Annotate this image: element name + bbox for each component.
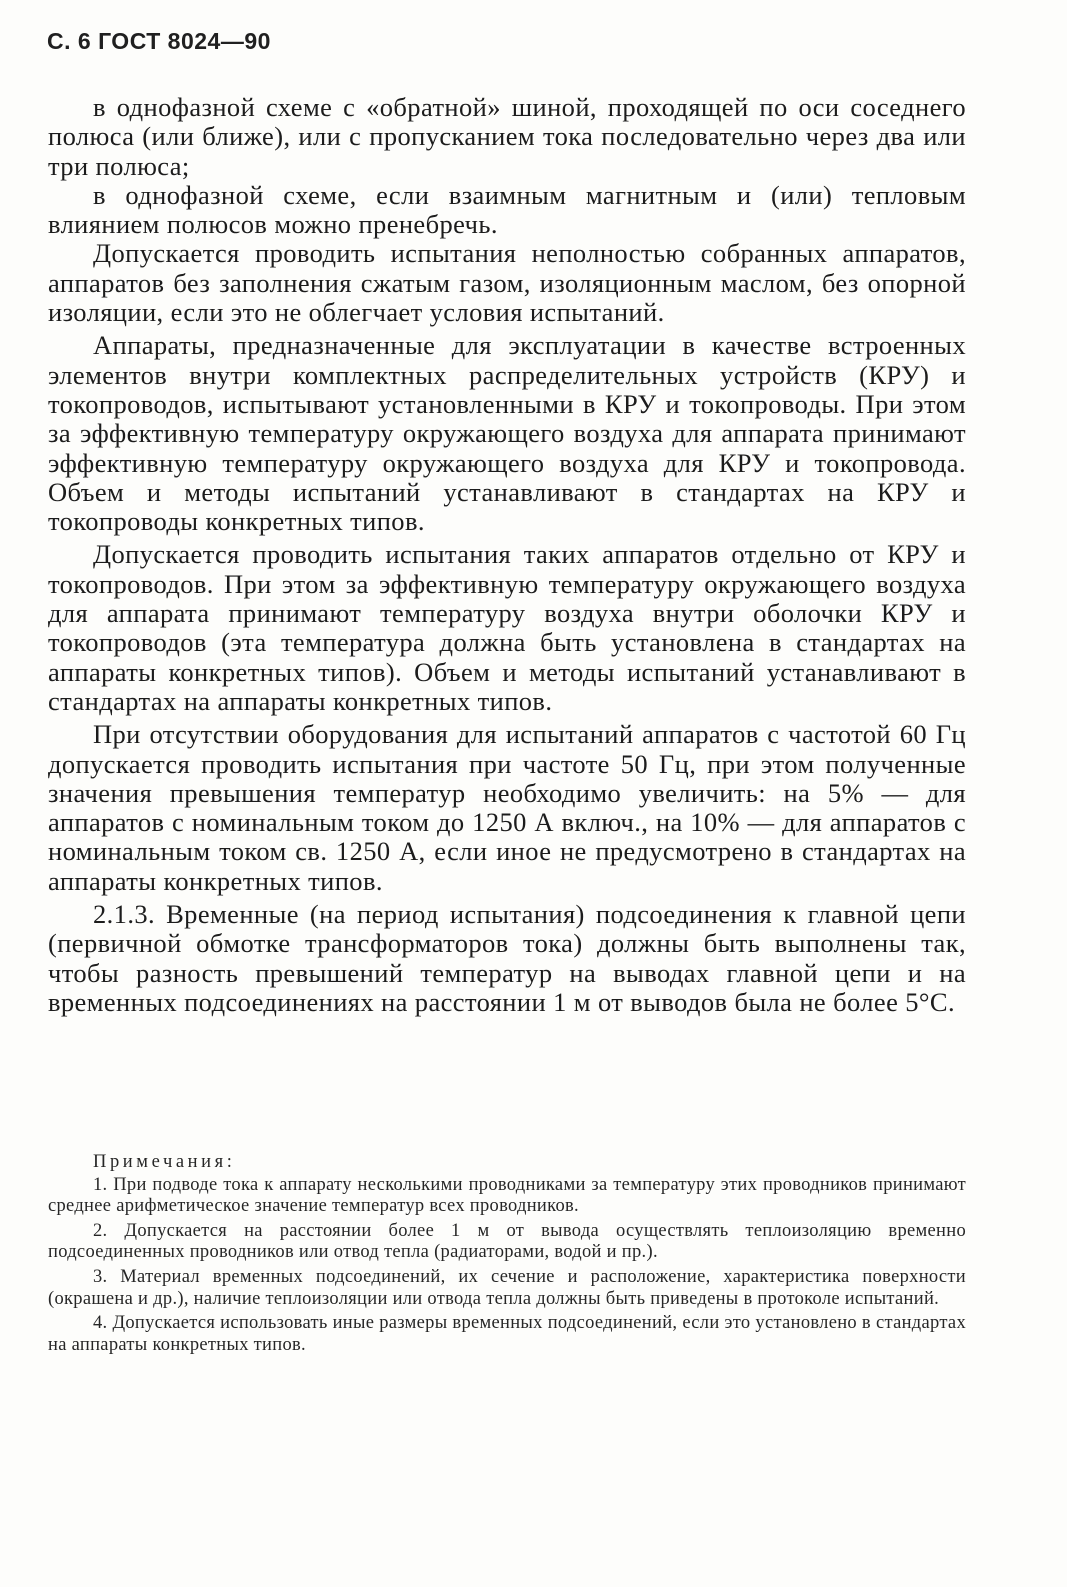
note-item: 2. Допускается на расстоянии более 1 м от вывода осуществлять теплоизоляцию временно подсоединенных проводников или отвод тепла (радиаторами, водой и пр.). xyxy=(48,1220,966,1263)
body-text xyxy=(48,93,966,1017)
paragraph: в однофазной схеме с «обратной» шиной, проходящей по оси соседнего полюса (или ближе), или с пропусканием тока последовательно через два или три полюса; xyxy=(48,92,966,181)
paragraph: в однофазной схеме, если взаимным магнитным и (или) тепловым влиянием полюсов можно пренебречь. xyxy=(48,179,966,240)
paragraph: При отсутствии оборудования для испытаний аппаратов с частотой 60 Гц допускается проводить испытания при частоте 50 Гц, при этом полученные значения превышения температур необходимо увеличить: на 5% — для аппаратов с номинальным током до 1250 А включ., на 10% — для аппаратов с номинальным током св. 1250 А, если иное не предусмотрено в стандартах на аппараты конкретных типов. xyxy=(48,719,966,896)
paragraph: Допускается проводить испытания неполностью собранных аппаратов, аппаратов без заполнения сжатым газом, изоляционным маслом, без опорной изоляции, если это не облегчает условия испытаний. xyxy=(48,238,966,328)
notes-section xyxy=(48,1152,966,1359)
page-header: С. 6 ГОСТ 8024—90 xyxy=(47,28,271,54)
paragraph: Аппараты, предназначенные для эксплуатации в качестве встроенных элементов внутри комплектных распределительных устройств (КРУ) и токопроводов, испытывают установленными в КРУ и токопроводы. При этом за эффективную температуру окружающего воздуха для аппарата принимают эффективную температуру окружающего воздуха для КРУ и токопровода. Объем и методы испытаний устанавливают в стандартах на КРУ и токопроводы конкретных типов. xyxy=(48,330,966,537)
paragraph: 2.1.3. Временные (на период испытания) подсоединения к главной цепи (первичной обмотке трансформаторов тока) должны быть выполнены так, чтобы разность превышений температур на выводах главной цепи и на временных подсоединениях на расстоянии 1 м от выводов была не более 5°С. xyxy=(48,899,966,1017)
note-item: 1. При подводе тока к аппарату несколькими проводниками за температуру этих проводников принимают среднее арифметическое значение температур всех проводников. xyxy=(48,1174,966,1217)
notes-title: Примечания: xyxy=(93,1152,236,1172)
paragraph: Допускается проводить испытания таких аппаратов отдельно от КРУ и токопроводов. При этом за эффективную температуру окружающего воздуха для аппарата принимают температуру воздуха внутри оболочки КРУ и токопроводов (эта температура должна быть установлена в стандартах на аппараты конкретных типов). Объем и методы испытаний устанавливают в стандартах на аппараты конкретных типов. xyxy=(48,539,966,716)
note-item: 4. Допускается использовать иные размеры временных подсоединений, если это установлено в стандартах на аппараты конкретных типов. xyxy=(48,1313,966,1355)
note-item: 3. Материал временных подсоединений, их сечение и расположение, характеристика поверхности (окрашена и др.), наличие теплоизоляции или отвода тепла должны быть приведены в протоколе испытаний. xyxy=(48,1266,966,1309)
